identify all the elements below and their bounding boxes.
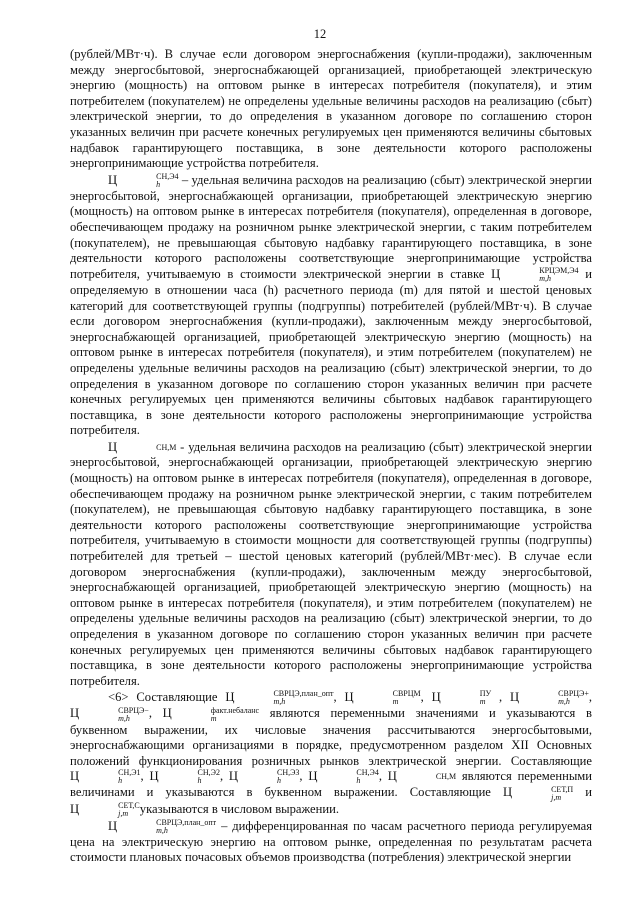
- document-body: [70, 47, 592, 867]
- paragraph-2: Ц СН,Э4 h – удельная величина расходов на реализацию (сбыт) электрической энергии энергосбытовой, энергоснабжающей организации, приобретающей электрическую энергию (мощность) на оптовом рынке в интересах потребителя (покупателя), определенная в договоре, обеспечивающем продажу на розничном рынке электрической энергии, с таким потребителем (покупателем), не превышающая сбытовую надбавку гарантирующего поставщика, в зоне деятельности которого расположены соответствующие энергопринимающие устройства потребителя, учитываемую в стоимости электрической энергии в ставке Ц КРЦЭМ,Э4 m,h и определяемую в отношении часа (h) расчетного периода (m) для пятой и шестой ценовых категорий для соответствующей группы (подгруппы) потребителей (рублей/МВт·ч). В случае если договором энергоснабжения (купли-продажи), заключенным между энергосбытовой, энергоснабжающей организацией, приобретающей электрическую энергию (мощность) на оптовом рынке в интересах потребителя (покупателя), и этим потребителем (покупателем) не определены удельные величины расходов на реализацию (сбыт) электрической энергии, то до определения в указанном договоре по соглашению сторон указанных величин при расчете конечных регулируемых цен применяются величины сбытовых надбавок гарантирующего поставщика, в зоне деятельности которого расположены энергопринимающие устройства потребителя.: [70, 171, 593, 438]
- formula-symbol: Ц СВРЦЭ,план_опт m,h: [225, 689, 334, 707]
- formula-symbol: Ц СН,Э1 h: [70, 768, 141, 786]
- paragraph-1: (рублей/МВт·ч). В случае если договором энергоснабжения (купли-продажи), заключенным между энергосбытовой, энергоснабжающей организацией, приобретающей электрическую энергию (мощность) на оптовом рынке в интересах потребителя (покупателя), и этим потребителем (покупателем) не определены удельные величины расходов на реализацию (сбыт) электрической энергии, то до определения в указанном договоре по соглашению сторон указанных величин при расчете конечных регулируемых цен применяются величины сбытовых надбавок гарантирующего поставщика, в зоне деятельности которого расположены энергопринимающие устройства потребителя.: [70, 47, 592, 171]
- formula-symbol: Ц СН,Э4 h: [308, 768, 379, 786]
- paragraph-4: <6> Составляющие Ц СВРЦЭ,план_опт m,h , Ц СВРЦМ m , Ц ПУ m , Ц СВРЦЭ+ m,h , Ц СВРЦЭ− m,h , Ц факт.небаланс m являются переменными значениями и указываются в буквенном выражении, их числовые значения рассчитываются энергосбытовыми, энергоснабжающими организациями в порядке, предусмотренном разделом XII Основных положений функционирования розничных рынков электрической энергии. Составляющие Ц СН,Э1 h , Ц СН,Э2 h , Ц СН,Э3 h , Ц СН,Э4 h , Ц СН,М являются переменными величинами и указываются в буквенном выражении. Составляющие Ц СЕТ,П j,m и Ц СЕТ,С j,m указываются в числовом выражении.: [70, 689, 593, 818]
- formula-symbol: Ц факт.небаланс m: [162, 705, 260, 723]
- formula-symbol: Ц СВРЦЭ+ m,h: [510, 689, 589, 707]
- paragraph-5: Ц СВРЦЭ,план_опт m,h – дифференцированная по часам расчетного периода регулируемая цена на электрическую энергию на оптовом рынке, определенная по результатам расчета стоимости плановых почасовых объемов производства (потребления) электрической энергии: [70, 817, 592, 865]
- formula-symbol: Ц СН,Э2 h: [149, 768, 220, 786]
- formula-symbol: Ц СН,Э4 h: [108, 171, 179, 189]
- formula-symbol: Ц ПУ m: [431, 689, 492, 707]
- formula-symbol: Ц СН,Э3 h: [228, 768, 300, 786]
- paragraph-3: Ц СН,М - удельная величина расходов на реализацию (сбыт) электрической энергии энергосбытовой, энергоснабжающей организации, приобретающей электрическую энергию (мощность) на оптовом рынке в интересах потребителя (покупателя), определенная в договоре, обеспечивающем продажу на розничном рынке электрической энергии, с таким потребителем (покупателем), не превышающая сбытовую надбавку гарантирующего поставщика, в зоне деятельности которого расположены соответствующие энергопринимающие устройства потребителя, учитываемую в стоимости мощности для соответствующей группы (подгруппы) потребителей для третьей – шестой ценовых категорий (рублей/МВт·мес). В случае если договором энергоснабжения (купли-продажи), заключенным между энергосбытовой, энергоснабжающей организацией, приобретающей электрическую энергию (мощность) на оптовом рынке в интересах потребителя (покупателя), и этим потребителем (покупателем) не определены удельные величины расходов на реализацию (сбыт) электрической энергии, то до определения в указанном договоре по соглашению сторон указанных величин при расчете конечных регулируемых цен применяются величины сбытовых надбавок гарантирующего поставщика, в зоне деятельности которого расположены энергопринимающие устройства потребителя.: [70, 439, 592, 688]
- formula-symbol: Ц СЕТ,С j,m: [70, 800, 140, 818]
- formula-symbol: Ц СН,М: [108, 439, 177, 454]
- formula-symbol: Ц СВРЦЭ,план_опт m,h: [108, 817, 217, 835]
- formula-symbol: Ц СН,М: [387, 769, 457, 784]
- page-number: 12: [313, 27, 327, 41]
- formula-symbol: Ц СВРЦЭ− m,h: [70, 705, 149, 723]
- formula-symbol: Ц КРЦЭМ,Э4 m,h: [491, 265, 579, 283]
- formula-symbol: Ц СЕТ,П j,m: [502, 784, 574, 802]
- formula-symbol: Ц СВРЦМ m: [344, 689, 421, 707]
